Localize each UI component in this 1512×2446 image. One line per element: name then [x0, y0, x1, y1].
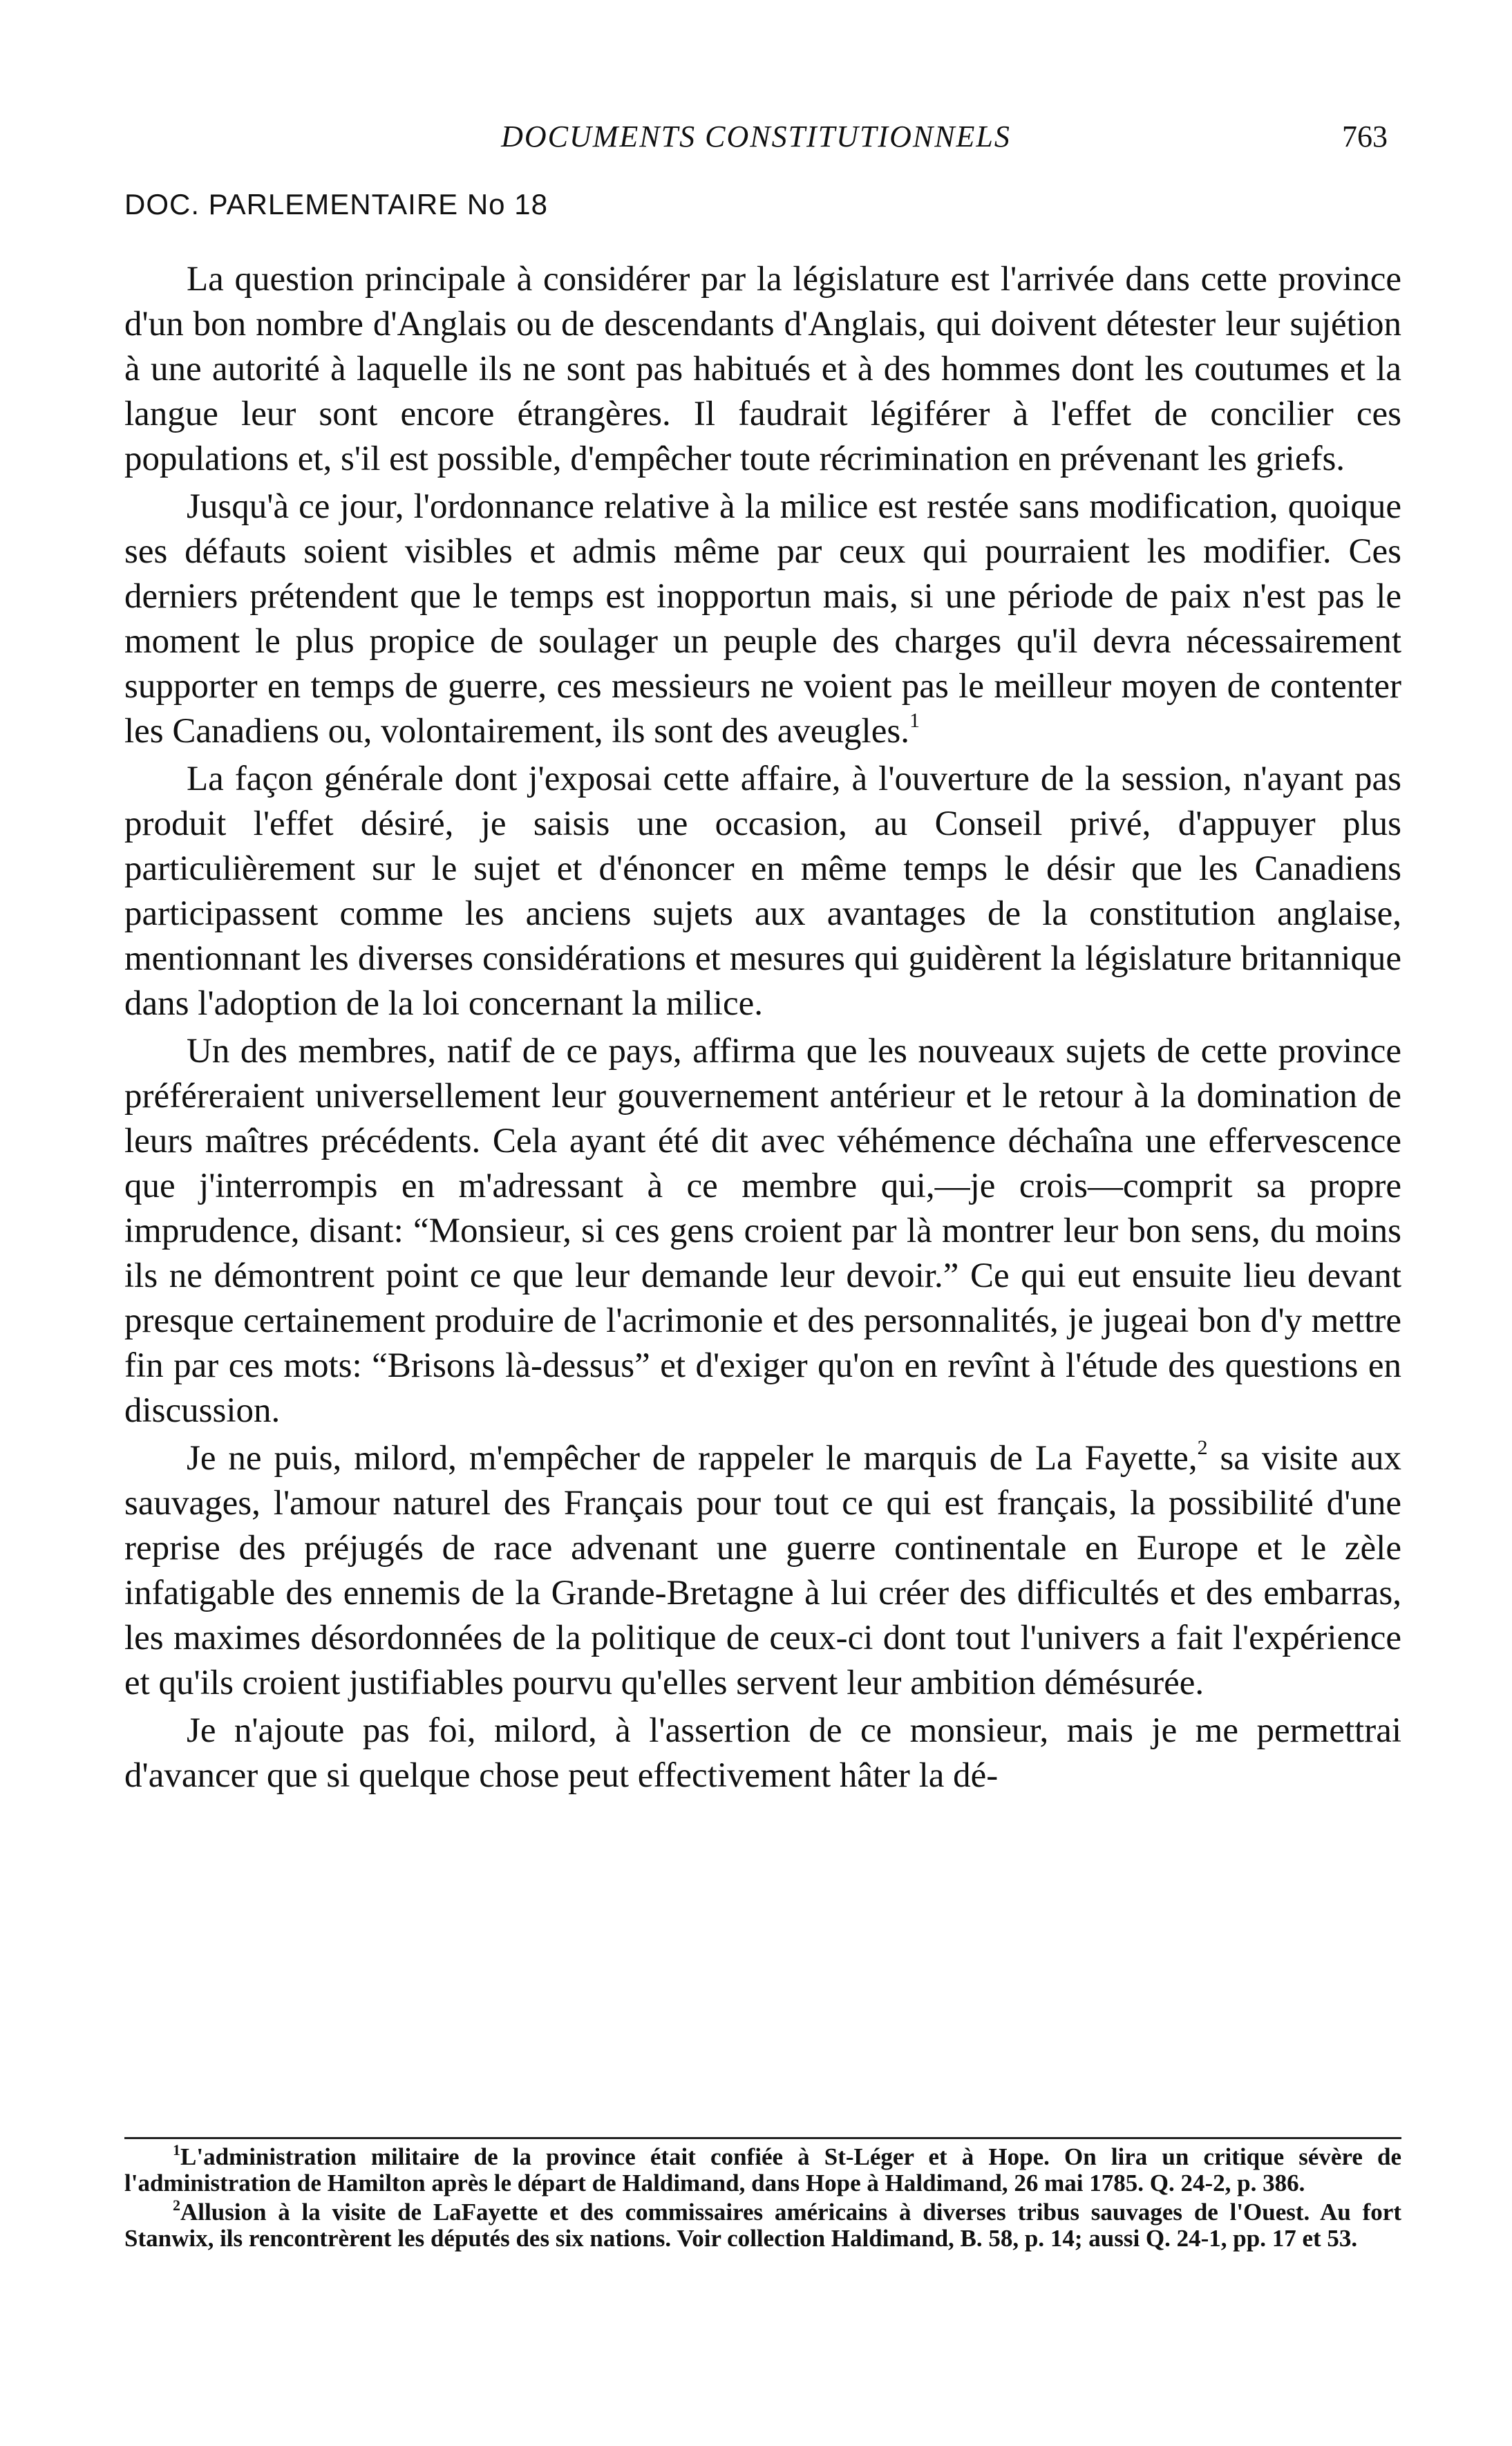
running-title: DOCUMENTS CONSTITUTIONNELS — [501, 120, 1011, 153]
footnote-marker: 1 — [173, 2141, 180, 2158]
footnote-divider — [124, 2137, 1401, 2139]
page-number: 763 — [1342, 120, 1388, 153]
paragraph — [124, 1709, 1401, 1798]
paragraph-text: La question principale à considérer par la législature est l'arrivée dans cette province d'un bon nombre d'Anglais ou de descendants d'Anglais, qui doivent détester leur sujétion à une autorité à laquelle ils ne sont pas habitués et à des hommes dont les coutumes et la langue leur sont encore étrangères. Il faudrait légiférer à l'effet de concilier ces populations et, s'il est possible, d'empêcher toute récrimination en prévenant les griefs. — [124, 260, 1401, 478]
running-header — [124, 119, 1388, 160]
footnote — [124, 2141, 1401, 2196]
body-text — [124, 257, 1401, 1801]
footnote-text: Allusion à la visite de LaFayette et des commissaires américains à diverses tribus sauvages de l'Ouest. Au fort Stanwix, ils rencontrèrent les députés des six nations. Voir collection Haldimand, B. 58, p. 14; aussi Q. 24-1, pp. 17 et 53. — [124, 2199, 1401, 2252]
footnotes — [124, 2141, 1401, 2255]
footnote-reference: 1 — [909, 709, 920, 732]
paragraph-text: La façon générale dont j'exposai cette affaire, à l'ouverture de la session, n'ayant pas produit l'effet désiré, je saisis une occasion, au Conseil privé, d'appuyer plus particulièrement sur le sujet et d'énoncer en même temps le désir que les Canadiens participassent comme les anciens sujets aux avantages de la constitution anglaise, mentionnant les diverses considérations et mesures qui guidèrent la législature britannique dans l'adoption de la loi concernant la milice. — [124, 760, 1401, 1023]
footnote-text: L'administration militaire de la province était confiée à St-Léger et à Hope. On lira un critique sévère de l'administration de Hamilton après le départ de Haldimand, dans Hope à Haldimand, 26 mai 1785. Q. 24-2, p. 386. — [124, 2143, 1401, 2196]
footnote-reference: 2 — [1197, 1436, 1208, 1459]
document-label: DOC. PARLEMENTAIRE No 18 — [124, 188, 548, 220]
paragraph — [124, 1029, 1401, 1433]
paragraph — [124, 1436, 1401, 1706]
paragraph-text: sa visite aux sauvages, l'amour naturel des Français pour tout ce qui est français, la possibilité d'une reprise des préjugés de race advenant une guerre continentale en Europe et le zèle infatigable des ennemis de la Grande-Bretagne à lui créer des difficultés et des embarras, les maximes désordonnées de la politique de ceux-ci dont tout l'univers a fait l'expérience et qu'ils croient justifiables pourvu qu'elles servent leur ambition démésurée. — [124, 1439, 1401, 1702]
paragraph — [124, 257, 1401, 482]
paragraph-text: Jusqu'à ce jour, l'ordonnance relative à la milice est restée sans modification, quoique ses défauts soient visibles et admis même par ceux qui pourraient les modifier. Ces derniers prétendent que le temps est inopportun mais, si une période de paix n'est pas le moment le plus propice de soulager un peuple des charges qu'il devra nécessairement supporter en temps de guerre, ces messieurs ne voient pas le meilleur moyen de contenter les Canadiens ou, volontairement, ils sont des aveugles. — [124, 487, 1401, 751]
footnote-marker: 2 — [173, 2196, 180, 2214]
footnote — [124, 2196, 1401, 2252]
paragraph-text: Je n'ajoute pas foi, milord, à l'assertion de ce monsieur, mais je me permettrai d'avancer que si quelque chose peut effectivement hâter la dé- — [124, 1711, 1401, 1795]
paragraph — [124, 757, 1401, 1026]
paragraph-text: Un des membres, natif de ce pays, affirma que les nouveaux sujets de cette province préféreraient universellement leur gouvernement antérieur et le retour à la domination de leurs maîtres précédents. Cela ayant été dit avec véhémence déchaîna une effervescence que j'interrompis en m'adressant à ce membre qui,—je crois—comprit sa propre imprudence, disant: “Monsieur, si ces gens croient par là montrer leur bon sens, du moins ils ne démontrent point ce que leur demande leur devoir.” Ce qui eut ensuite lieu devant presque certainement produire de l'acrimonie et des personnalités, je jugeai bon d'y mettre fin par ces mots: “Brisons là-dessus” et d'exiger qu'on en revînt à l'étude des questions en discussion. — [124, 1032, 1401, 1430]
paragraph — [124, 485, 1401, 754]
paragraph-text: Je ne puis, milord, m'empêcher de rappeler le marquis de La Fayette, — [187, 1439, 1198, 1478]
